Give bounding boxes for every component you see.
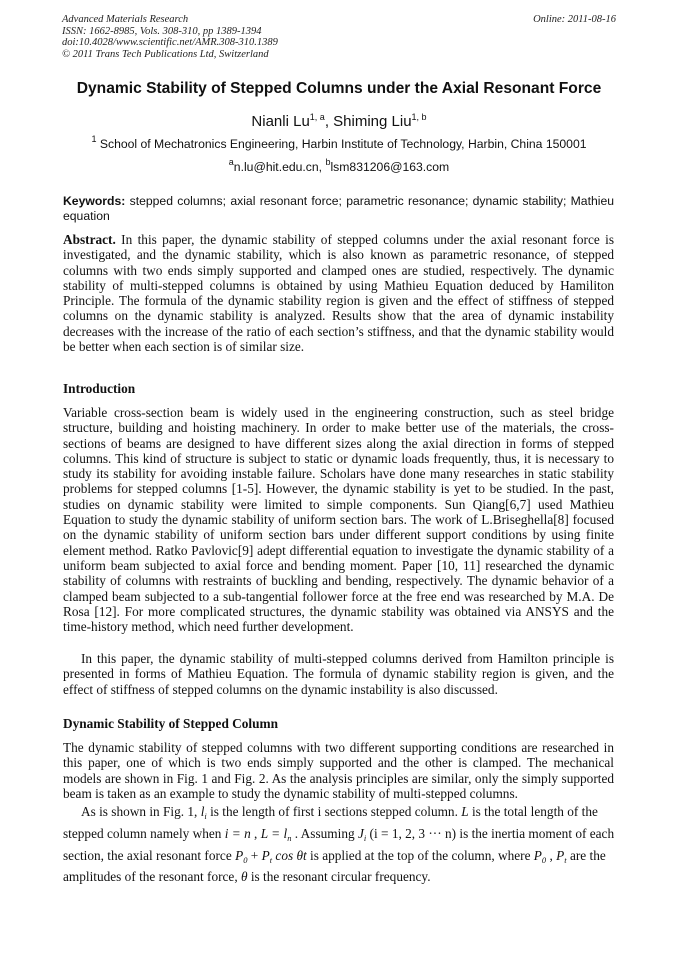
abstract-text: In this paper, the dynamic stability of stepped columns under the axial resonant force is investigated, and the dynamic stability, which is also known as parametric resonance, of stepped columns with two ends simply supported and clamped ones are studied, respectively. The dynamic stability of multi-stepped columns is obtained by using Mathieu Equation deduced by Hamiliton Principle. The formula of the dynamic stability region is given and the effect of stiffness of stepped columns on the dynamic stability is analyzed. Results show that the area of dynamic instability decreases with the increase of the ratio of each section’s stiffness, and that the dynamic stability would be better when each section is of similar size. bbox=[63, 232, 614, 355]
equation-i-n: i = n bbox=[224, 826, 251, 841]
online-date: Online: 2011-08-16 bbox=[533, 14, 616, 25]
text-run: are the bbox=[566, 848, 606, 863]
equation-L-ln: L = l bbox=[260, 826, 288, 841]
subscript-n: n bbox=[287, 833, 292, 843]
copyright-line: © 2011 Trans Tech Publications Ltd, Switzerland bbox=[62, 48, 269, 60]
abstract-label: Abstract. bbox=[63, 232, 116, 247]
text-run: , bbox=[250, 826, 261, 841]
journal-header bbox=[62, 14, 616, 60]
symbol-P: P bbox=[235, 848, 244, 863]
text-run: , bbox=[546, 848, 557, 863]
affiliation-mark: 1 bbox=[91, 134, 97, 144]
text-run: (i = 1, 2, 3 ··· n) is the inertia moment of each bbox=[366, 826, 615, 841]
section2-line-4 bbox=[63, 866, 614, 888]
issn-line: ISSN: 1662-8985, Vols. 308-310, pp 1389-1394 bbox=[62, 25, 262, 37]
keywords bbox=[63, 194, 614, 224]
text-run: . Assuming bbox=[291, 826, 358, 841]
symbol-P: P bbox=[261, 848, 270, 863]
section-heading-dynamic-stability: Dynamic Stability of Stepped Column bbox=[63, 716, 278, 731]
subscript-t: t bbox=[269, 855, 273, 865]
email-address: n.lu@hit.edu.cn, bbox=[233, 160, 326, 174]
intro-paragraph-2: In this paper, the dynamic stability of multi-stepped columns derived from Hamilton principle is presented in forms of Mathieu Equation. The formula of dynamic stability region is given, and the effect of stiffness of stepped columns on the dynamic instability is also discussed. bbox=[63, 651, 614, 697]
email-mark: b bbox=[325, 157, 331, 167]
operator-plus: + bbox=[247, 848, 262, 863]
symbol-theta: θ bbox=[240, 869, 248, 884]
intro-paragraph-1: Variable cross-section beam is widely used in the engineering construction, such as steel bridge structure, building and hoisting machinery. In order to make better use of the materials, the cross-sections of beams are designed to have different sizes along the axial direction in forms of stepped columns. This kind of structure is subject to static or dynamic loads frequently, thus, it is necessary to study its stability for avoiding instable failure. Scholars have done many researches in static stability problems for stepped columns [1-5]. However, the dynamic stability is yet to be studied. In the past, studies on dynamic stability were limited to simple components. Sun Qiang[6,7] used Mathieu Equation to study the dynamic stability of uniform section bars. The work of L.Briseghella[8] focused on the dynamic stability of uniform section bars under different support conditions by using finite element method. Ratko Pavlovic[9] adept differential equation to investigate the dynamic stability of a uniform beam subjected to axial force and bending moment. Paper [10, 11] researched the dynamic stability of columns with restraints of buckling and bending, respectively. The dynamic behavior of a clamped beam subjected to a sub-tangential follower force at the free end was researched by M.A. De Rosa [12]. For more complicated structures, the dynamic stability was obtained via ANSYS and the time-history method, which need further development. bbox=[63, 405, 614, 635]
subscript-t: t bbox=[564, 855, 567, 865]
section-heading-introduction: Introduction bbox=[63, 381, 136, 396]
text-run: is the length of first i sections stepped column. bbox=[206, 804, 462, 819]
text-run: is the resonant circular frequency. bbox=[247, 869, 431, 884]
symbol-P: P bbox=[533, 848, 542, 863]
subscript-0: 0 bbox=[243, 855, 248, 865]
subscript-0: 0 bbox=[541, 855, 547, 865]
text-run: is applied at the top of the column, where bbox=[306, 848, 534, 863]
cos-term: cos θt bbox=[272, 848, 307, 863]
section2-line-1 bbox=[63, 801, 614, 823]
section2-line-3 bbox=[63, 845, 614, 867]
affiliation bbox=[40, 134, 638, 151]
journal-name: Advanced Materials Research bbox=[62, 14, 189, 25]
author-list bbox=[40, 113, 638, 130]
text-run: As is shown in Fig. 1, bbox=[81, 804, 201, 819]
symbol-L: L bbox=[461, 804, 469, 819]
author-emails bbox=[40, 157, 638, 174]
author-separator: , bbox=[324, 113, 334, 130]
text-run: amplitudes of the resonant force, bbox=[63, 869, 241, 884]
section2-line-2 bbox=[63, 823, 614, 845]
symbol-J: J bbox=[357, 826, 364, 841]
text-run: section, the axial resonant force bbox=[63, 848, 236, 863]
doi-line: doi:10.4028/www.scientific.net/AMR.308-310.1389 bbox=[62, 37, 278, 48]
subscript-i: i bbox=[204, 811, 207, 821]
author-affiliation-mark: 1, b bbox=[411, 112, 427, 122]
author-affiliation-mark: 1, a bbox=[309, 112, 325, 122]
subscript-i: i bbox=[363, 833, 367, 843]
affiliation-text: School of Mechatronics Engineering, Harbin Institute of Technology, Harbin, China 150001 bbox=[96, 137, 587, 151]
keywords-text: stepped columns; axial resonant force; parametric resonance; dynamic stability; Mathieu equation bbox=[63, 194, 614, 223]
abstract bbox=[63, 232, 614, 354]
text-run: stepped column namely when bbox=[63, 826, 225, 841]
author-name: Shiming Liu bbox=[333, 113, 412, 130]
section2-paragraph-1: The dynamic stability of stepped columns with two different supporting conditions are researched in this paper, one of which is two ends simply supported and the other is clamped. The mechanical models are shown in Fig. 1 and Fig. 2. As the analysis principles are similar, only the simply supported beam is taken as an example to study the dynamic stability of multi-stepped columns. bbox=[63, 740, 614, 801]
email-mark: a bbox=[228, 157, 234, 167]
symbol-P: P bbox=[556, 848, 565, 863]
text-run: is the total length of the bbox=[468, 804, 598, 819]
author-name: Nianli Lu bbox=[251, 113, 310, 130]
paper-title: Dynamic Stability of Stepped Columns under the Axial Resonant Force bbox=[76, 80, 602, 97]
keywords-label: Keywords: bbox=[63, 194, 126, 208]
symbol-l: l bbox=[200, 804, 205, 819]
email-address: lsm831206@163.com bbox=[330, 160, 450, 174]
